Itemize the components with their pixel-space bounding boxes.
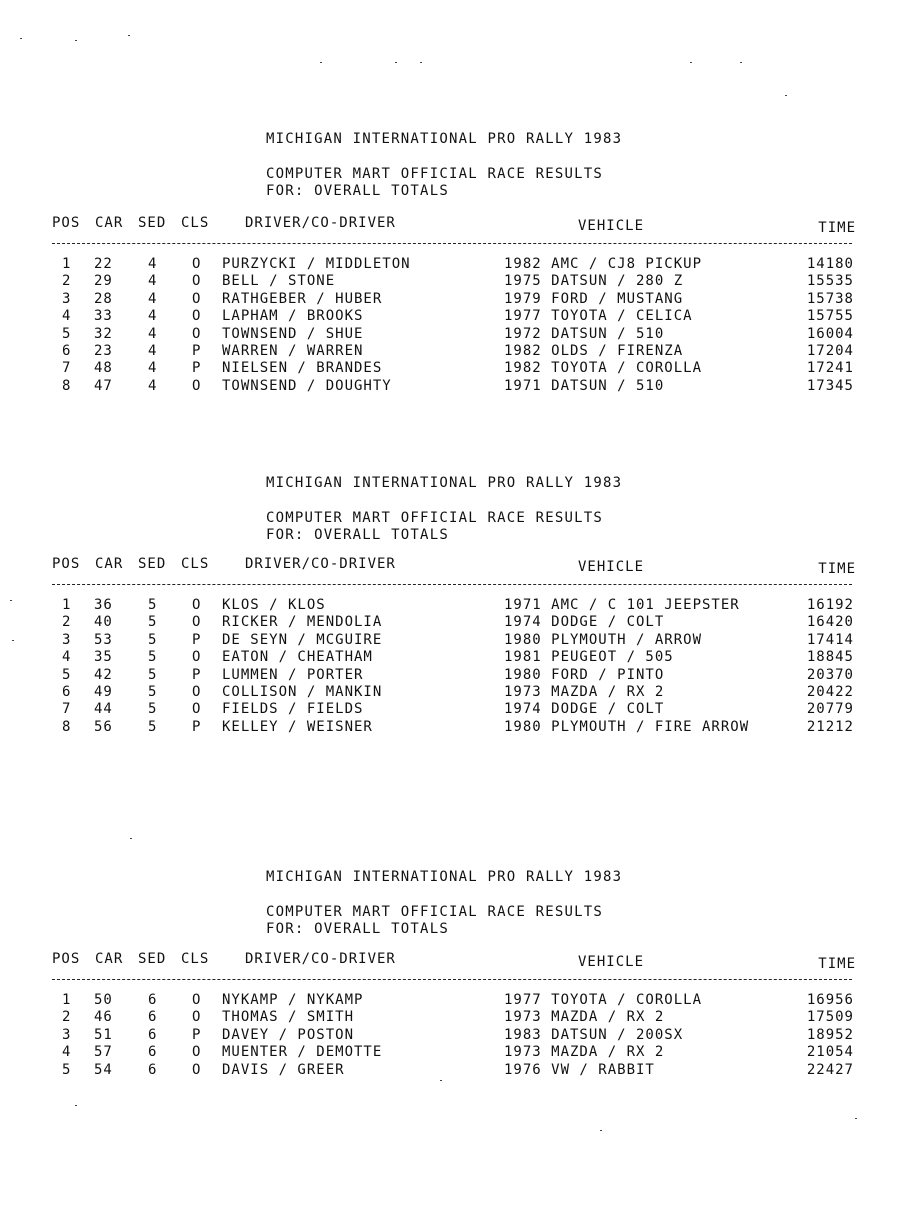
cell-vehicle: 1975 DATSUN / 280 Z (504, 273, 684, 290)
column-header-time: TIME (818, 956, 856, 972)
column-header-cls: CLS (181, 215, 210, 231)
cell-car: 50 (94, 992, 113, 1008)
cell-vehicle: 1981 PEUGEOT / 505 (504, 649, 674, 666)
cell-sed: 4 (148, 273, 158, 290)
cell-car: 48 (94, 360, 113, 377)
cell-cls: O (192, 377, 202, 394)
column-header-sed: SED (138, 556, 167, 572)
cell-driver: NIELSEN / BRANDES (222, 360, 383, 377)
table-row (0, 684, 900, 701)
cell-driver: FIELDS / FIELDS (222, 701, 364, 718)
cell-driver: COLLISON / MANKIN (222, 684, 383, 700)
cell-driver: THOMAS / SMITH (222, 1009, 355, 1026)
cell-sed: 6 (148, 1061, 158, 1078)
cell-cls: O (192, 614, 202, 631)
cell-cls: P (192, 360, 202, 377)
cell-sed: 5 (148, 666, 158, 683)
section-subtitle: COMPUTER MART OFFICIAL RACE RESULTS (266, 904, 604, 920)
cell-car: 51 (94, 1026, 113, 1043)
section-title: MICHIGAN INTERNATIONAL PRO RALLY 1983 (266, 475, 623, 491)
cell-driver: BELL / STONE (222, 273, 336, 290)
scan-speck (600, 1130, 602, 1131)
cell-car: 32 (94, 325, 113, 342)
scan-speck (395, 62, 397, 63)
cell-time: 20422 (806, 684, 854, 700)
column-header-time: TIME (818, 561, 856, 577)
cell-driver: KLOS / KLOS (222, 597, 326, 613)
cell-driver: WARREN / WARREN (222, 343, 364, 359)
scan-speck (130, 838, 132, 839)
column-header-pos: POS (52, 556, 81, 572)
table-row (0, 1044, 900, 1061)
cell-time: 17345 (806, 377, 854, 394)
column-header-driver: DRIVER/CO-DRIVER (245, 556, 396, 572)
cell-sed: 4 (148, 360, 158, 377)
cell-sed: 5 (148, 718, 158, 735)
column-header-driver: DRIVER/CO-DRIVER (245, 215, 396, 231)
column-header-sed: SED (138, 951, 167, 967)
cell-sed: 5 (148, 597, 158, 613)
cell-driver: NYKAMP / NYKAMP (222, 992, 364, 1008)
table-row (0, 701, 900, 718)
cell-sed: 6 (148, 992, 158, 1008)
cell-driver: EATON / CHEATHAM (222, 649, 373, 666)
cell-pos: 1 (62, 992, 72, 1008)
cell-vehicle: 1976 VW / RABBIT (504, 1061, 655, 1078)
scan-speck (12, 640, 14, 641)
cell-car: 29 (94, 273, 113, 290)
cell-pos: 4 (62, 308, 72, 325)
cell-cls: O (192, 256, 202, 272)
cell-sed: 4 (148, 256, 158, 272)
cell-pos: 2 (62, 273, 72, 290)
cell-car: 35 (94, 649, 113, 666)
cell-car: 28 (94, 290, 113, 307)
cell-sed: 5 (148, 614, 158, 631)
cell-cls: O (192, 597, 202, 613)
column-header-car: CAR (95, 556, 124, 572)
scan-speck (420, 62, 422, 63)
table-row (0, 378, 900, 395)
cell-car: 46 (94, 1009, 113, 1026)
cell-sed: 6 (148, 1044, 158, 1061)
cell-cls: P (192, 718, 202, 735)
cell-sed: 4 (148, 377, 158, 394)
cell-car: 33 (94, 308, 113, 325)
cell-car: 57 (94, 1044, 113, 1061)
cell-driver: LUMMEN / PORTER (222, 666, 364, 683)
cell-car: 23 (94, 343, 113, 359)
section-subtitle-for: FOR: OVERALL TOTALS (266, 921, 449, 937)
cell-car: 49 (94, 684, 113, 700)
cell-pos: 1 (62, 256, 72, 272)
cell-car: 40 (94, 614, 113, 631)
cell-car: 22 (94, 256, 113, 272)
cell-driver: LAPHAM / BROOKS (222, 308, 364, 325)
cell-cls: P (192, 666, 202, 683)
cell-vehicle: 1972 DATSUN / 510 (504, 325, 665, 342)
section-subtitle-for: FOR: OVERALL TOTALS (266, 183, 449, 199)
cell-sed: 4 (148, 290, 158, 307)
column-header-car: CAR (95, 951, 124, 967)
cell-car: 47 (94, 377, 113, 394)
cell-time: 21212 (806, 718, 854, 735)
table-row (0, 614, 900, 631)
scan-speck (20, 38, 22, 39)
cell-sed: 5 (148, 631, 158, 648)
section-subtitle-for: FOR: OVERALL TOTALS (266, 527, 449, 543)
cell-pos: 4 (62, 649, 72, 666)
cell-pos: 8 (62, 718, 72, 735)
cell-driver: DAVEY / POSTON (222, 1026, 355, 1043)
table-row (0, 256, 900, 273)
cell-cls: P (192, 1026, 202, 1043)
cell-driver: RATHGEBER / HUBER (222, 290, 383, 307)
scan-speck (128, 35, 130, 36)
cell-vehicle: 1982 OLDS / FIRENZA (504, 343, 684, 359)
header-divider (52, 979, 852, 980)
table-row (0, 992, 900, 1009)
column-header-cls: CLS (181, 556, 210, 572)
table-row (0, 326, 900, 343)
cell-driver: PURZYCKI / MIDDLETON (222, 256, 411, 272)
table-row (0, 360, 900, 377)
cell-driver: RICKER / MENDOLIA (222, 614, 383, 631)
cell-pos: 2 (62, 614, 72, 631)
cell-vehicle: 1973 MAZDA / RX 2 (504, 1009, 665, 1026)
cell-vehicle: 1974 DODGE / COLT (504, 614, 665, 631)
cell-pos: 3 (62, 290, 72, 307)
cell-time: 16420 (806, 614, 854, 631)
column-header-time: TIME (818, 220, 856, 236)
cell-vehicle: 1983 DATSUN / 200SX (504, 1026, 684, 1043)
cell-vehicle: 1973 MAZDA / RX 2 (504, 684, 665, 700)
cell-driver: DAVIS / GREER (222, 1061, 345, 1078)
table-row (0, 597, 900, 614)
cell-cls: O (192, 992, 202, 1008)
cell-pos: 4 (62, 1044, 72, 1061)
cell-sed: 5 (148, 649, 158, 666)
cell-cls: P (192, 343, 202, 359)
cell-cls: O (192, 325, 202, 342)
cell-cls: O (192, 1044, 202, 1061)
cell-pos: 2 (62, 1009, 72, 1026)
cell-time: 20370 (806, 666, 854, 683)
column-header-sed: SED (138, 215, 167, 231)
column-header-pos: POS (52, 951, 81, 967)
cell-time: 17509 (806, 1009, 854, 1026)
scan-speck (440, 1080, 442, 1081)
scan-speck (10, 600, 12, 601)
cell-time: 16956 (806, 992, 854, 1008)
cell-vehicle: 1979 FORD / MUSTANG (504, 290, 684, 307)
cell-car: 54 (94, 1061, 113, 1078)
table-row (0, 1027, 900, 1044)
cell-time: 16004 (806, 325, 854, 342)
cell-car: 44 (94, 701, 113, 718)
cell-vehicle: 1973 MAZDA / RX 2 (504, 1044, 665, 1061)
cell-pos: 7 (62, 360, 72, 377)
column-header-vehicle: VEHICLE (578, 954, 645, 970)
table-row (0, 1062, 900, 1079)
cell-vehicle: 1971 AMC / C 101 JEEPSTER (504, 597, 740, 613)
cell-time: 15755 (806, 308, 854, 325)
cell-pos: 5 (62, 666, 72, 683)
cell-sed: 5 (148, 701, 158, 718)
cell-pos: 5 (62, 1061, 72, 1078)
table-row (0, 1009, 900, 1026)
cell-pos: 1 (62, 597, 72, 613)
cell-time: 17241 (806, 360, 854, 377)
cell-driver: MUENTER / DEMOTTE (222, 1044, 383, 1061)
cell-cls: O (192, 273, 202, 290)
table-row (0, 719, 900, 736)
cell-sed: 6 (148, 1026, 158, 1043)
cell-time: 15738 (806, 290, 854, 307)
cell-vehicle: 1982 TOYOTA / COROLLA (504, 360, 703, 377)
cell-time: 16192 (806, 597, 854, 613)
scan-speck (320, 62, 322, 63)
cell-sed: 4 (148, 308, 158, 325)
cell-cls: O (192, 684, 202, 700)
cell-time: 18952 (806, 1026, 854, 1043)
header-divider (52, 584, 852, 585)
cell-time: 21054 (806, 1044, 854, 1061)
cell-driver: KELLEY / WEISNER (222, 718, 373, 735)
cell-pos: 3 (62, 631, 72, 648)
scan-speck (690, 62, 692, 63)
cell-driver: DE SEYN / MCGUIRE (222, 631, 383, 648)
cell-cls: P (192, 631, 202, 648)
cell-driver: TOWNSEND / DOUGHTY (222, 377, 392, 394)
section-subtitle: COMPUTER MART OFFICIAL RACE RESULTS (266, 510, 604, 526)
scan-speck (75, 1105, 77, 1106)
column-header-vehicle: VEHICLE (578, 218, 645, 234)
cell-vehicle: 1977 TOYOTA / CELICA (504, 308, 693, 325)
cell-vehicle: 1980 FORD / PINTO (504, 666, 665, 683)
cell-car: 53 (94, 631, 113, 648)
section-subtitle: COMPUTER MART OFFICIAL RACE RESULTS (266, 166, 604, 182)
table-row (0, 667, 900, 684)
cell-pos: 6 (62, 343, 72, 359)
cell-vehicle: 1980 PLYMOUTH / FIRE ARROW (504, 718, 750, 735)
scan-speck (785, 95, 787, 96)
cell-cls: O (192, 308, 202, 325)
cell-pos: 5 (62, 325, 72, 342)
column-header-pos: POS (52, 215, 81, 231)
scan-speck (75, 40, 77, 41)
cell-sed: 4 (148, 325, 158, 342)
table-row (0, 273, 900, 290)
cell-cls: O (192, 701, 202, 718)
cell-vehicle: 1982 AMC / CJ8 PICKUP (504, 256, 703, 272)
table-row (0, 649, 900, 666)
cell-driver: TOWNSEND / SHUE (222, 325, 364, 342)
cell-time: 22427 (806, 1061, 854, 1078)
column-header-car: CAR (95, 215, 124, 231)
column-header-cls: CLS (181, 951, 210, 967)
cell-time: 14180 (806, 256, 854, 272)
cell-sed: 6 (148, 1009, 158, 1026)
cell-pos: 3 (62, 1026, 72, 1043)
cell-time: 17204 (806, 343, 854, 359)
cell-vehicle: 1977 TOYOTA / COROLLA (504, 992, 703, 1008)
cell-cls: O (192, 1009, 202, 1026)
cell-pos: 6 (62, 684, 72, 700)
section-title: MICHIGAN INTERNATIONAL PRO RALLY 1983 (266, 869, 623, 885)
cell-time: 17414 (806, 631, 854, 648)
table-row (0, 343, 900, 360)
cell-vehicle: 1980 PLYMOUTH / ARROW (504, 631, 703, 648)
cell-pos: 8 (62, 377, 72, 394)
cell-vehicle: 1971 DATSUN / 510 (504, 377, 665, 394)
scan-speck (740, 62, 742, 63)
section-title: MICHIGAN INTERNATIONAL PRO RALLY 1983 (266, 131, 623, 147)
cell-cls: O (192, 649, 202, 666)
scan-speck (855, 1118, 857, 1119)
cell-car: 42 (94, 666, 113, 683)
cell-sed: 5 (148, 684, 158, 700)
cell-cls: O (192, 290, 202, 307)
cell-car: 56 (94, 718, 113, 735)
column-header-vehicle: VEHICLE (578, 559, 645, 575)
cell-time: 18845 (806, 649, 854, 666)
table-row (0, 291, 900, 308)
cell-time: 20779 (806, 701, 854, 718)
table-row (0, 632, 900, 649)
header-divider (52, 243, 852, 244)
cell-sed: 4 (148, 343, 158, 359)
cell-car: 36 (94, 597, 113, 613)
cell-cls: O (192, 1061, 202, 1078)
cell-vehicle: 1974 DODGE / COLT (504, 701, 665, 718)
cell-time: 15535 (806, 273, 854, 290)
table-row (0, 308, 900, 325)
column-header-driver: DRIVER/CO-DRIVER (245, 951, 396, 967)
cell-pos: 7 (62, 701, 72, 718)
